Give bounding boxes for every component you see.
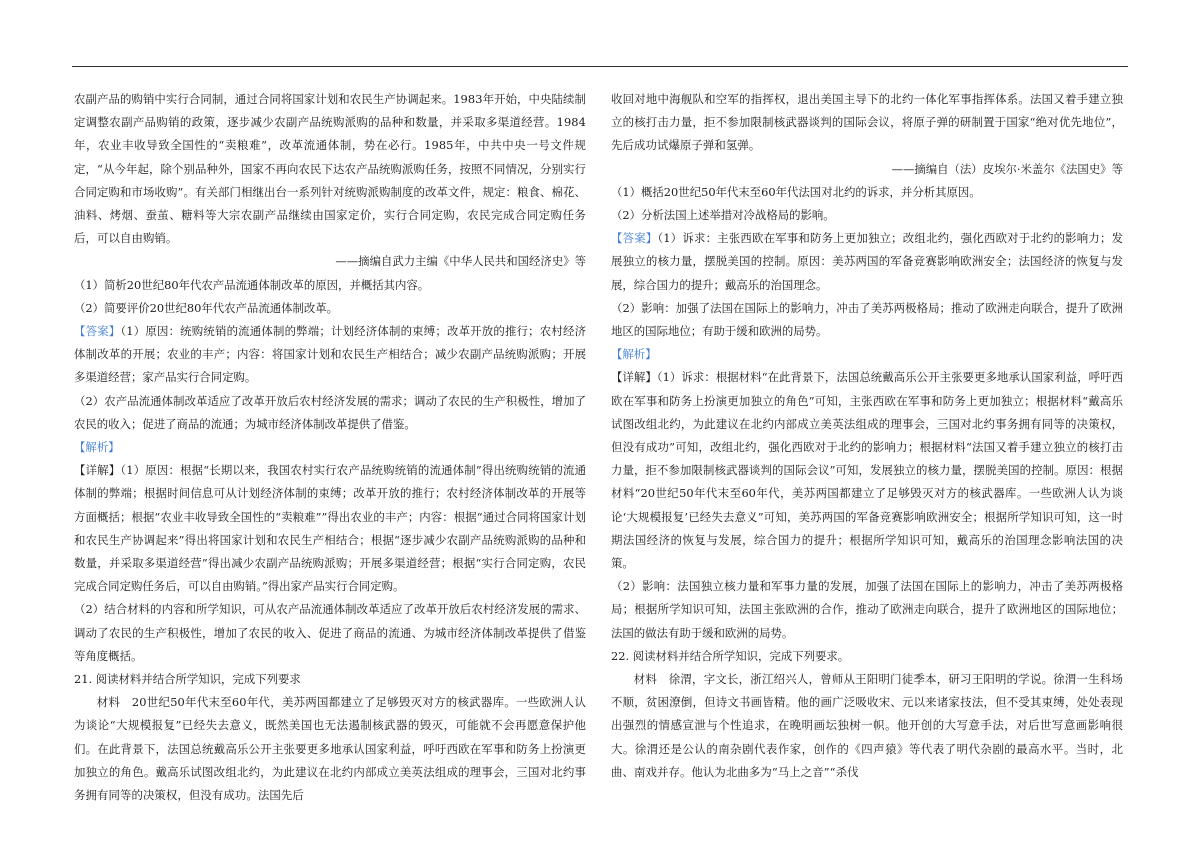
answer-tag: 【答案】 xyxy=(611,231,658,246)
answer-tag: 【答案】 xyxy=(74,324,121,339)
answer-block xyxy=(74,320,586,390)
question-22-title: 22. 阅读材料并结合所学知识，完成下列要求。 xyxy=(611,648,850,663)
question-22-material: 材料 徐渭，字文长，浙江绍兴人，曾师从王阳明门徒季本，研习王阳明的学说。徐渭一生科场不顺，贫困潦倒，但诗文书画皆精。他的画广泛吸收宋、元以来诸家技法，但不受其束缚，处处表现出强烈的情感宣泄与个性追求，在晚明画坛独树一帜。他开创的大写意手法，对后世写意画影响很大。徐渭还是公认的南杂剧代表作家，创作的《四声猿》等代表了明代杂剧的最高水平。当时，北曲、南戏并存。他认为北曲多为“马上之音”“杀伐 xyxy=(611,672,1123,779)
question-2: （2）分析法国上述举措对冷战格局的影响。 xyxy=(611,208,835,223)
header-rule xyxy=(72,66,1128,67)
detail-2: （2）影响：法国独立核力量和军事力量的发展，加强了法国在国际上的影响力，冲击了美苏两极格局；根据所学知识可知，法国主张欧洲的合作，推动了欧洲走向联合，提升了欧洲地区的国际地位；法国的做法有助于缓和欧洲的局势。 xyxy=(611,579,1123,640)
analysis-tag: 【解析】 xyxy=(74,440,120,455)
material-text: 农副产品的购销中实行合同制，通过合同将国家计划和农民生产协调起来。1983年开始，中央陆续制定调整农副产品购销的政策，逐步减少农副产品统购派购的品种和数量，并采取多渠道经营。1984年，农业丰收导致全国性的“卖粮难”，改革流通体制，势在必行。1985年，中共中央一号文件规定，“从今年起，除个别品种外，国家不再向农民下达农产品统购派购任务，按照不同情况，分别实行合同定购和市场收购”。有关部门相继出台一系列针对统购派购制度的改革文件，规定：粮食、棉花、油料、烤烟、蚕茧、糖料等大宗农副产品继续由国家定价，实行合同定购，农民完成合同定购任务后，可以自由购销。 xyxy=(74,92,586,246)
right-column xyxy=(611,88,1123,784)
question-21-material: 材料 20世纪50年代末至60年代，美苏两国都建立了足够毁灭对方的核武器库。一些欧洲人认为谈论“大规模报复”已经失去意义，既然美国也无法遏制核武器的毁灭，可能就不会再愿意保护他们。在此背景下，法国总统戴高乐公开主张要更多地承认国家利益，呼吁西欧在军事和防务上扮演更加独立的角色。戴高乐试图改组北约，为此建议在北约内部成立美英法组成的理事会，三国对北约事务拥有同等的决策权，但没有成功。法国先后 xyxy=(74,695,586,803)
detail-1: 【详解】（1）诉求：根据材料“在此背景下，法国总统戴高乐公开主张要更多地承认国家利益，呼吁西欧在军事和防务上扮演更加独立的角色”可知，主张西欧在军事和防务上更加独立；根据材料“戴高乐试图改组北约，为此建议在北约内部成立美英法组成的理事会，三国对北约事务拥有同等的决策权，但没有成功”可知，改组北约，强化西欧对于北约的影响力；根据材料“法国又着手建立独立的核打击力量，拒不参加限制核武器谈判的国际会议”可知，发展独立的核力量，摆脱美国的控制。原因：根据材料“20世纪50年代末至60年代，美苏两国都建立了足够毁灭对方的核武器库。一些欧洲人认为谈论‘大规模报复’已经失去意义”可知，美苏两国的军备竞赛影响欧洲安全；根据所学知识可知，这一时期法国经济的恢复与发展，综合国力的提升；根据所学知识可知，戴高乐的治国理念影响法国的决策。 xyxy=(611,370,1123,571)
detail-1: 【详解】（1）原因：根据“长期以来，我国农村实行农产品统购统销的流通体制”得出统购统销的流通体制的弊端；根据时间信息可从计划经济体制的束缚；改革开放的推行；农村经济体制改革的开展等方面概括；根据“农业丰收导致全国性的“卖粮难””得出农业的丰产；内容：根据“通过合同将国家计划和农民生产协调起来”得出将国家计划和农民生产相结合；根据“逐步减少农副产品统购派购的品种和数量，并采取多渠道经营”得出减少农副产品统购派购；开展多渠道经营；根据“实行合同定购，农民完成合同定购任务后，可以自由购销。”得出家产品实行合同定购。 xyxy=(74,463,586,594)
material-text: 收回对地中海舰队和空军的指挥权，退出美国主导下的北约一体化军事指挥体系。法国又着手建立独立的核打击力量，拒不参加限制核武器谈判的国际会议，将原子弹的研制置于国家“绝对优先地位”，先后成功试爆原子弹和氢弹。 xyxy=(611,92,1123,153)
question-1: （1）简析20世纪80年代农产品流通体制改革的原因，并概括其内容。 xyxy=(74,277,430,292)
answer-2: （2）农产品流通体制改革适应了改革开放后农村经济发展的需求；调动了农民的生产积极性，增加了农民的收入；促进了商品的流通；为城市经济体制改革提供了借鉴。 xyxy=(74,393,586,431)
answer-1: （1）诉求：主张西欧在军事和防务上更加独立；改组北约，强化西欧对于北约的影响力；发展独立的核力量，摆脱美国的控制。原因：美苏两国的军备竞赛影响欧洲安全；法国经济的恢复与发展，综合国力的提升；戴高乐的治国理念。 xyxy=(611,231,1123,292)
question-21-title: 21. 阅读材料并结合所学知识，完成下列要求 xyxy=(74,672,301,687)
answer-block xyxy=(611,227,1123,297)
analysis-tag: 【解析】 xyxy=(611,347,657,362)
answer-1: （1）原因：统购统销的流通体制的弊端；计划经济体制的束缚；改革开放的推行；农村经济体制改革的开展；农业的丰产；内容：将国家计划和农民生产相结合；减少农副产品统购派购；开展多渠道经营；家产品实行合同定购。 xyxy=(74,324,586,385)
question-1: （1）概括20世纪50年代末至60年代法国对北约的诉求，并分析其原因。 xyxy=(611,184,981,199)
answer-2: （2）影响：加强了法国在国际上的影响力，冲击了美苏两极格局；推动了欧洲走向联合，提升了欧洲地区的国际地位；有助于缓和欧洲的局势。 xyxy=(611,300,1123,339)
detail-2: （2）结合材料的内容和所学知识，可从农产品流通体制改革适应了改革开放后农村经济发展的需求、调动了农民的生产积极性，增加了农民的收入、促进了商品的流通、为城市经济体制改革提供了借鉴等角度概括。 xyxy=(74,602,586,663)
left-column xyxy=(74,88,586,807)
question-2: （2）简要评价20世纪80年代农产品流通体制改革。 xyxy=(74,300,339,315)
material-source: ——摘编自武力主编《中华人民共和国经济史》等 xyxy=(335,254,586,269)
material-source: ——摘编自（法）皮埃尔·米盖尔《法国史》等 xyxy=(891,161,1123,176)
